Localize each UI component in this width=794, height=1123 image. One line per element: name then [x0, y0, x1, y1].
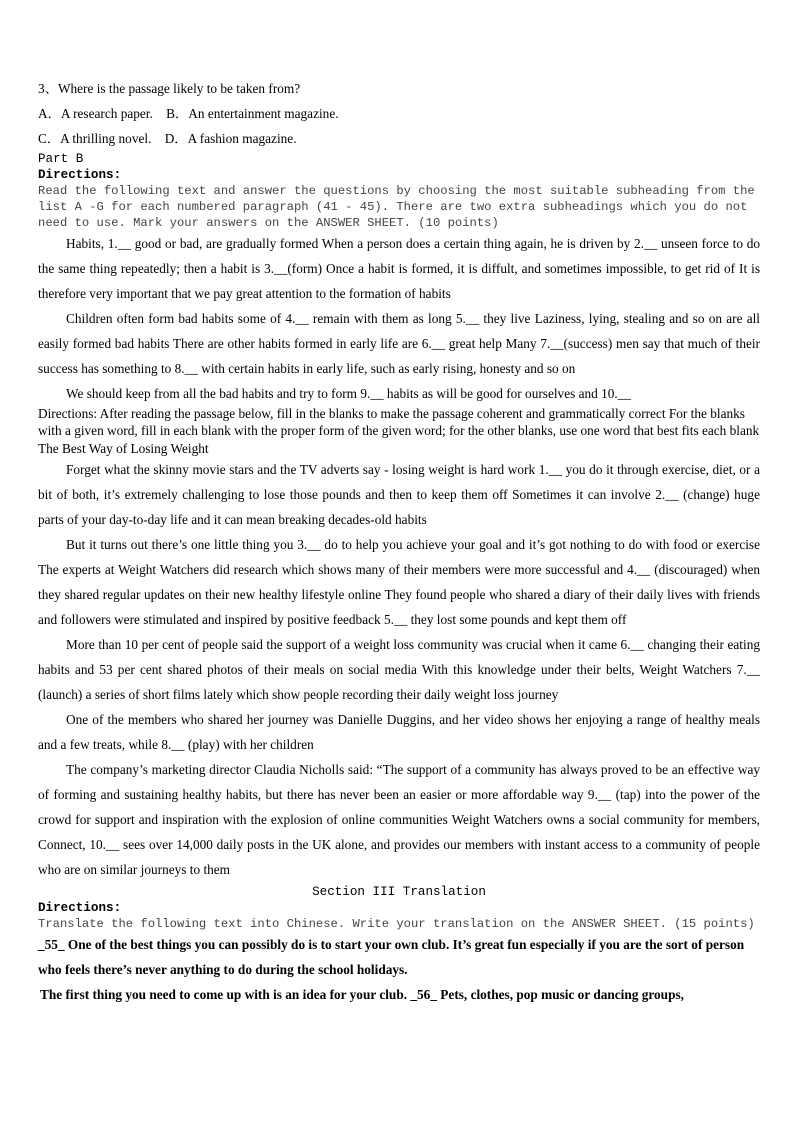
weight-paragraph-3: More than 10 per cent of people said the support of a weight loss community was crucial when it came 6.__ changing their eating habits and 53 per cent shared photos of their meals on social media With this knowledge under their belts, Weight Watchers 7.__ (launch) a series of short films lately which show people recording their daily weight loss journey	[38, 637, 760, 702]
habits-paragraph-1: Habits, 1.__ good or bad, are gradually formed When a person does a certain thing again, he is driven by 2.__ unseen force to do the same thing repeatedly; then a habit is 3.__(form) Once a habit is formed, it is diffult, and sometimes impossible, to get rid of It is therefore very important that we pay great attention to the formation of habits	[38, 236, 760, 301]
weight-paragraph-1: Forget what the skinny movie stars and the TV adverts say - losing weight is hard work 1.__ you do it through exercise, diet, or a bit of both, it’s extremely challenging to lose those pounds and then to keep them off Sometimes it can involve 2.__ (change) huge parts of your day-to-day life and it can mean breaking decades-old habits	[38, 462, 760, 527]
translation-paragraph-2: The first thing you need to come up with is an idea for your club. _56_ Pets, clothes, pop music or dancing groups,	[40, 987, 684, 1002]
part-b-directions-text: Read the following text and answer the questions by choosing the most suitable subheading from the list A -G for each numbered paragraph (41 - 45). There are two extra subheadings which you do not need to use. Mark your answers on the ANSWER SHEET. (10 points)	[38, 184, 755, 230]
translation-paragraph-1: _55_ One of the best things you can possibly do is to start your own club. It’s great fun especially if you are the sort of person who feels there’s never anything to do during the school holidays.	[38, 937, 745, 977]
section-3-heading: Section III Translation	[312, 885, 486, 899]
part-b-directions-label: Directions:	[38, 168, 122, 182]
habits-paragraph-3: We should keep from all the bad habits and try to form 9.__ habits as will be good for ourselves and 10.__	[66, 386, 632, 401]
weight-paragraph-2: But it turns out there’s one little thing you 3.__ do to help you achieve your goal and it’s got nothing to do with food or exercise The experts at Weight Watchers did research which shows many of their members were more successful and 4.__ (discouraged) when they shared regular updates on their new healthy lifestyle online They found people who shared a diary of their daily lives with friends and followers were stimulated and inspired by positive feedback 5.__ they lost some pounds and kept them off	[38, 537, 760, 627]
section-3-directions-label: Directions:	[38, 901, 122, 915]
question-3-options-cd: C．A thrilling novel. D．A fashion magazine.	[38, 131, 297, 146]
question-3: 3、Where is the passage likely to be taken from?	[38, 81, 301, 96]
passage-title: The Best Way of Losing Weight	[38, 441, 209, 456]
fill-blank-directions: Directions: After reading the passage below, fill in the blanks to make the passage coherent and grammatically correct For the blanks with a given word, fill in each blank with the proper form of the given word; for the other blanks, use one word that best fits each blank	[38, 406, 760, 438]
document-page	[38, 76, 760, 1007]
habits-paragraph-2: Children often form bad habits some of 4.__ remain with them as long 5.__ they live Laziness, lying, stealing and so on are all easily formed bad habits There are other habits formed in early life are 6.__ great help Many 7.__(success) men say that much of their success has something to 8.__ with certain habits in early life, such as early rising, honesty and so on	[38, 311, 760, 376]
weight-paragraph-5: The company’s marketing director Claudia Nicholls said: “The support of a community has always proved to be an effective way of forming and sustaining healthy habits, but there has never been an easier or more affordable way 9.__ (tap) into the power of the crowd for support and inspiration with the explosion of online communities Weight Watchers owns a social community for members, Connect, 10.__ sees over 14,000 daily posts in the UK alone, and provides our members with instant access to a community of people who are on similar journeys to them	[38, 762, 760, 877]
section-3-directions-text: Translate the following text into Chinese. Write your translation on the ANSWER SHEET. (15 points)	[38, 917, 755, 931]
question-3-options-ab: A．A research paper. B．An entertainment magazine.	[38, 106, 339, 121]
part-b-heading: Part B	[38, 152, 84, 166]
weight-paragraph-4: One of the members who shared her journey was Danielle Duggins, and her video shows her enjoying a range of healthy meals and a few treats, while 8.__ (play) with her children	[38, 712, 760, 752]
